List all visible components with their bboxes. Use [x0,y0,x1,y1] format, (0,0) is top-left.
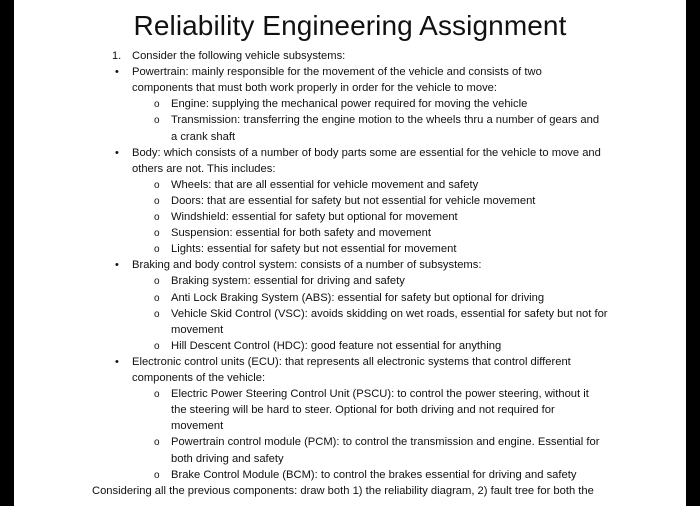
list-item-line: Electric Power Steering Control Unit (PSCU): to control the power steering, without it [171,388,589,400]
list-item-line: Windshield: essential for safety but optional for movement [171,211,458,223]
sub-bullet-marker: o [154,244,160,255]
list-item-line: Engine: supplying the mechanical power required for moving the vehicle [171,98,528,110]
sub-bullet-marker: o [154,276,160,287]
list-item-line: Wheels: that are all essential for vehicle movement and safety [171,179,479,191]
bullet-marker: • [115,259,119,271]
list-item-line: Powertrain: mainly responsible for the movement of the vehicle and consists of two [132,66,542,78]
list-item-line: Suspension: essential for both safety and movement [171,227,431,239]
sub-bullet-marker: o [154,228,160,239]
list-item-line: Electronic control units (ECU): that represents all electronic systems that control different [132,356,571,368]
list-item-line: Braking system: essential for driving and safety [171,275,405,287]
list-item-line: Hill Descent Control (HDC): good feature not essential for anything [171,340,502,352]
sub-bullet-marker: o [154,115,160,126]
bullet-marker: • [115,356,119,368]
list-item-line: Brake Control Module (BCM): to control the brakes essential for driving and safety [171,469,577,481]
list-item-line: components that must both work properly in order for the vehicle to move: [132,82,498,94]
sub-bullet-marker: o [154,293,160,304]
sub-bullet-marker: o [154,212,160,223]
list-item-line: Transmission: transferring the engine motion to the wheels thru a number of gears and [171,114,600,126]
sub-bullet-marker: o [154,99,160,110]
list-item-line: the steering will be hard to steer. Optional for both driving and not required for [171,404,555,416]
sub-bullet-marker: o [154,470,160,481]
closing-paragraph-line: Considering all the previous components: draw both 1) the reliability diagram, 2) fault tree for both the [92,485,594,497]
sub-bullet-marker: o [154,180,160,191]
list-item-line: Vehicle Skid Control (VSC): avoids skidding on wet roads, essential for safety but not for [171,308,608,320]
sub-bullet-marker: o [154,437,160,448]
bullet-marker: • [115,66,119,78]
list-item-line: Doors: that are essential for safety but not essential for vehicle movement [171,195,536,207]
list-item-line: Braking and body control system: consists of a number of subsystems: [132,259,482,271]
sub-bullet-marker: o [154,341,160,352]
list-item-line: movement [171,324,224,336]
list-item-line: components of the vehicle: [132,372,266,384]
sub-bullet-marker: o [154,196,160,207]
list-item-line: Anti Lock Braking System (ABS): essential for safety but optional for driving [171,292,545,304]
list-item-line: Consider the following vehicle subsystems: [132,50,346,62]
list-item-line: Lights: essential for safety but not essential for movement [171,243,457,255]
sub-bullet-marker: o [154,309,160,320]
list-item-line: a crank shaft [171,131,236,143]
document-title: Reliability Engineering Assignment [133,10,567,41]
list-item-line: others are not. This includes: [132,163,276,175]
document-page [14,0,686,506]
list-number: 1. [112,50,122,62]
list-item-line: both driving and safety [171,453,284,465]
sub-bullet-marker: o [154,389,160,400]
bullet-marker: • [115,147,119,159]
list-item-line: movement [171,420,224,432]
list-item-line: Powertrain control module (PCM): to control the transmission and engine. Essential for [171,436,600,448]
list-item-line: Body: which consists of a number of body parts some are essential for the vehicle to move and [132,147,601,159]
